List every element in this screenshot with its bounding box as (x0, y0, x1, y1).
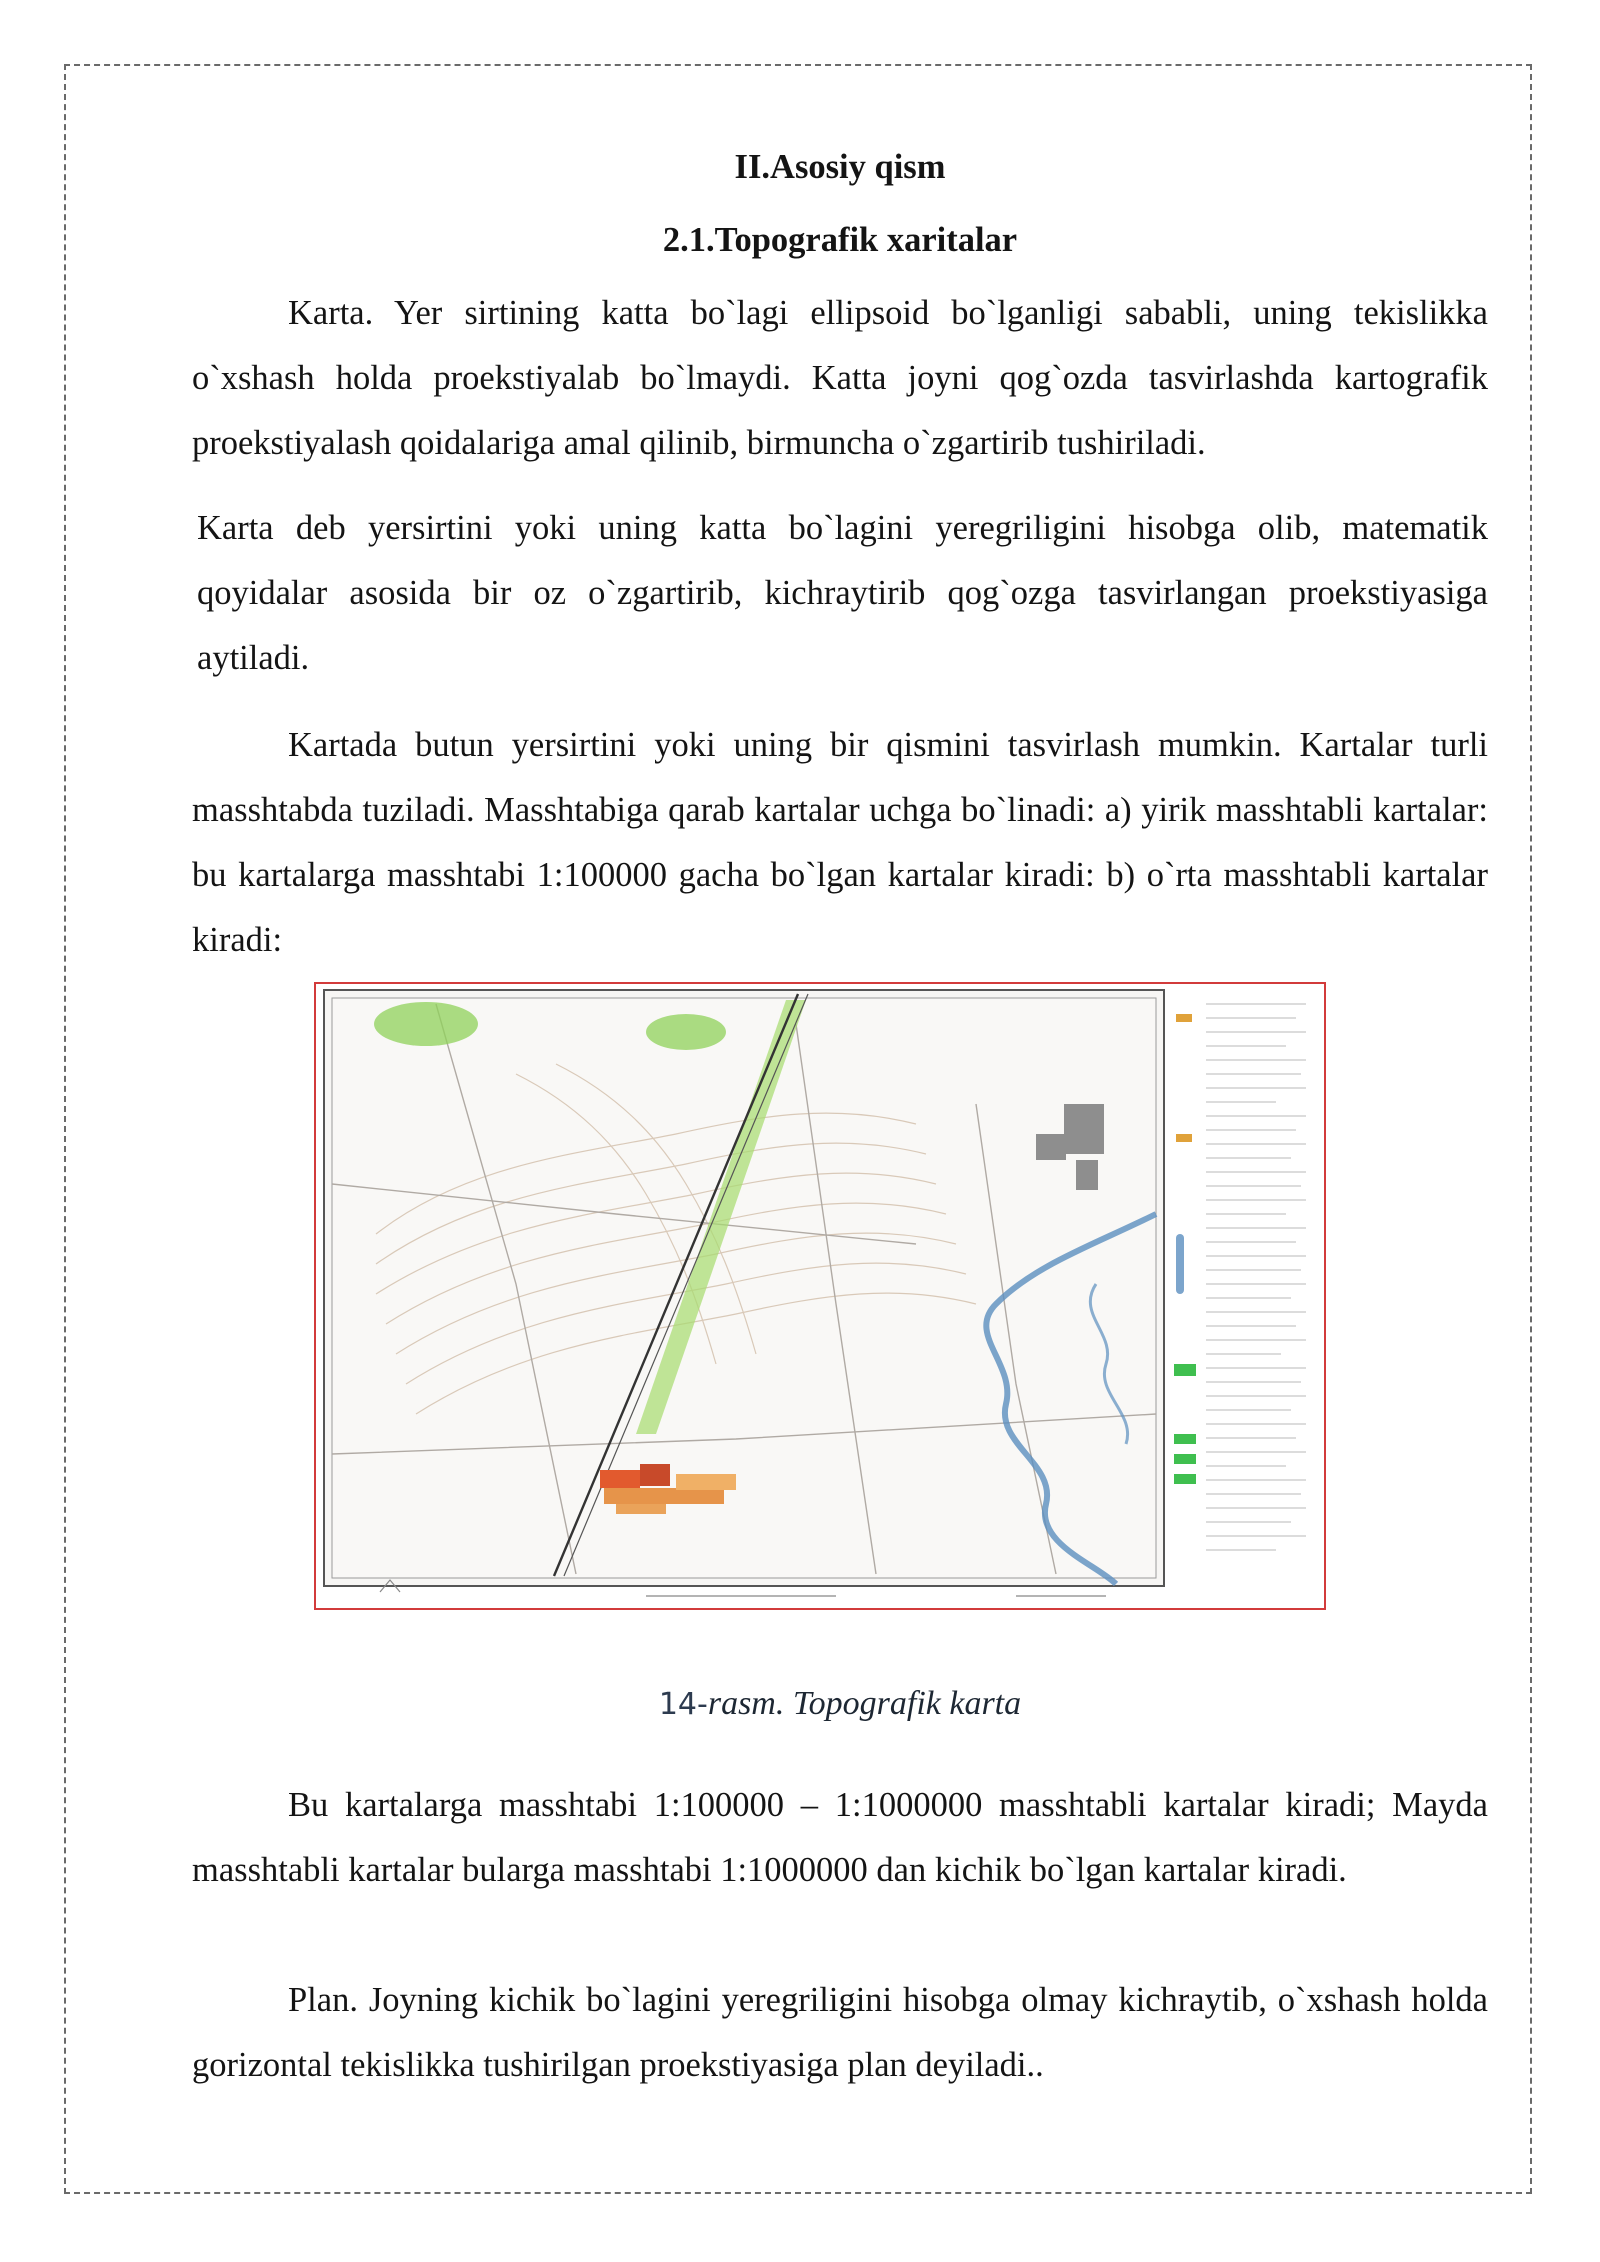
paragraph-scales: Kartada butun yersirtini yoki uning bir qismini tasvirlash mumkin. Kartalar turli masshtabda tuziladi. Masshtabiga qarab kartalar uchga bo`linadi: a) yirik masshtabli kartalar: bu kartalarga masshtabi 1:100000 gacha bo`lgan kartalar kiradi: b) o`rta masshtabli kartalar kiradi: (192, 726, 1488, 959)
paragraph-karta-definition: Karta deb yersirtini yoki uning katta bo`lagini yeregriligini hisobga olib, matematik qoyidalar asosida bir oz o`zgartirib, kichraytirib qog`ozga tasvirlangan proekstiyasiga aytiladi. (197, 509, 1488, 677)
section-heading: II.Asosiy qism (734, 148, 946, 186)
paragraph-medium-small-scale: Bu kartalarga masshtabi 1:100000 – 1:1000000 masshtabli kartalar kiradi; Mayda masshtabli kartalar bularga masshtabi 1:1000000 dan kichik bo`lgan kartalar kiradi. (192, 1786, 1488, 1889)
paragraph-plan: Plan. Joyning kichik bo`lagini yeregriligini hisobga olmay kichraytib, o`xshash holda gorizontal tekislikka tushirilgan proekstiyasiga plan deyiladi.. (192, 1981, 1488, 2084)
figure-caption (192, 1679, 1488, 1730)
topographic-map-image (316, 984, 1324, 1608)
figure-caption-number: 14- (658, 1687, 708, 1722)
subsection-heading: 2.1.Topografik xaritalar (662, 221, 1018, 259)
topographic-map-figure (314, 982, 1326, 1610)
paragraph-karta: Karta. Yer sirtining katta bo`lagi ellipsoid bo`lganligi sababli, uning tekislikka o`xshash holda proekstiyalab bo`lmaydi. Katta joyni qog`ozda tasvirlashda kartografik proekstiyalash qoidalariga amal qilinib, birmuncha o`zgartirib tushiriladi. (192, 294, 1488, 462)
figure-caption-text: rasm. Topografik karta (707, 1685, 1022, 1722)
